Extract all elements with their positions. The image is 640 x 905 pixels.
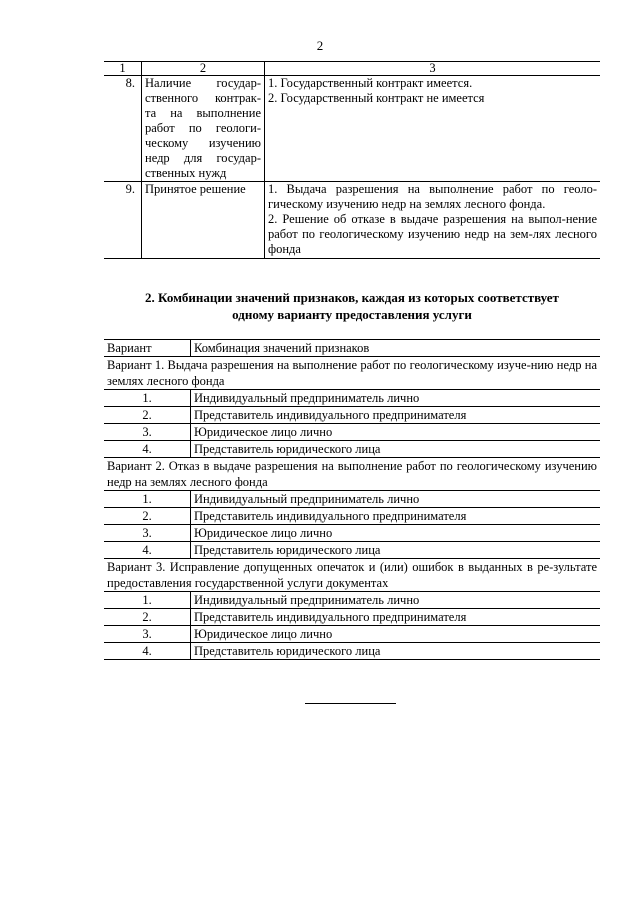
table-row <box>104 508 600 525</box>
values-cell <box>265 76 601 182</box>
variant-title-row <box>104 559 600 592</box>
item-text: Представитель индивидуального предпринимателя <box>191 407 601 424</box>
item-text: Юридическое лицо лично <box>191 626 601 643</box>
feature-line: ственного контрак- <box>145 91 261 105</box>
item-number: 1. <box>104 592 191 609</box>
feature-line: ственных нужд <box>145 166 227 180</box>
variant-title: Вариант 1. Выдача разрешения на выполнение работ по геологическому изуче-нию недр на землях лесного фонда <box>104 357 600 390</box>
page-number: 2 <box>316 38 324 53</box>
item-number: 3. <box>104 424 191 441</box>
section-heading-line: одному варианту предоставления услуги <box>232 307 472 322</box>
item-text: Представитель индивидуального предпринимателя <box>191 609 601 626</box>
variant-title: Вариант 3. Исправление допущенных опечаток и (или) ошибок в выданных в ре-зультате предоставления государственной услуги документах <box>104 559 600 592</box>
feature-line: ческому изучению <box>145 136 261 150</box>
header-cell: Вариант <box>104 340 191 357</box>
item-text: Представитель индивидуального предпринимателя <box>191 508 601 525</box>
item-text: Юридическое лицо лично <box>191 525 601 542</box>
end-divider <box>305 703 396 704</box>
header-cell: Комбинация значений признаков <box>191 340 601 357</box>
table-row <box>104 407 600 424</box>
header-cell: 3 <box>265 62 601 76</box>
row-number: 8. <box>104 76 142 182</box>
variants-table <box>104 339 600 660</box>
item-number: 3. <box>104 626 191 643</box>
variant-title: Вариант 2. Отказ в выдаче разрешения на выполнение работ по геологическому изучению недр на землях лесного фонда <box>104 458 600 491</box>
table-row <box>104 592 600 609</box>
item-number: 2. <box>104 407 191 424</box>
feature-line: та на выполнение <box>145 106 261 120</box>
item-text: Представитель юридического лица <box>191 643 601 660</box>
table-header-row <box>104 62 600 76</box>
value-item: 1. Выдача разрешения на выполнение работ по геоло-гическому изучению недр на землях лесного фонда. <box>268 182 597 211</box>
item-number: 4. <box>104 441 191 458</box>
table-row <box>104 525 600 542</box>
item-text: Представитель юридического лица <box>191 542 601 559</box>
table-row <box>104 424 600 441</box>
header-cell: 2 <box>142 62 265 76</box>
table-row <box>104 542 600 559</box>
section-heading-line: 2. Комбинации значений признаков, каждая из которых соответствует <box>145 290 559 305</box>
feature-line: Наличие государ- <box>145 76 261 90</box>
item-number: 2. <box>104 609 191 626</box>
table-row <box>104 626 600 643</box>
item-number: 4. <box>104 643 191 660</box>
features-table <box>104 61 600 259</box>
feature-cell <box>142 76 265 182</box>
item-text: Индивидуальный предприниматель лично <box>191 390 601 407</box>
item-number: 4. <box>104 542 191 559</box>
feature-line: работ по геологи- <box>145 121 261 135</box>
value-item: 2. Государственный контракт не имеется <box>268 91 485 105</box>
feature-cell <box>142 182 265 259</box>
item-text: Представитель юридического лица <box>191 441 601 458</box>
variant-title-row <box>104 357 600 390</box>
table-header-row <box>104 340 600 357</box>
table-row <box>104 182 600 259</box>
item-text: Индивидуальный предприниматель лично <box>191 592 601 609</box>
feature-line: Принятое решение <box>145 182 246 196</box>
table-row <box>104 609 600 626</box>
item-text: Юридическое лицо лично <box>191 424 601 441</box>
section-heading <box>104 289 600 323</box>
item-number: 1. <box>104 390 191 407</box>
table-row <box>104 390 600 407</box>
row-number: 9. <box>104 182 142 259</box>
item-text: Индивидуальный предприниматель лично <box>191 491 601 508</box>
item-number: 2. <box>104 508 191 525</box>
header-cell: 1 <box>104 62 142 76</box>
table-row <box>104 76 600 182</box>
item-number: 1. <box>104 491 191 508</box>
table-row <box>104 441 600 458</box>
table-row <box>104 491 600 508</box>
values-cell <box>265 182 601 259</box>
value-item: 2. Решение об отказе в выдаче разрешения на выпол-нение работ по геологическому изучению недр на зем-лях лесного фонда <box>268 212 597 256</box>
value-item: 1. Государственный контракт имеется. <box>268 76 473 90</box>
item-number: 3. <box>104 525 191 542</box>
variant-title-row <box>104 458 600 491</box>
feature-line: недр для государ- <box>145 151 261 165</box>
table-row <box>104 643 600 660</box>
